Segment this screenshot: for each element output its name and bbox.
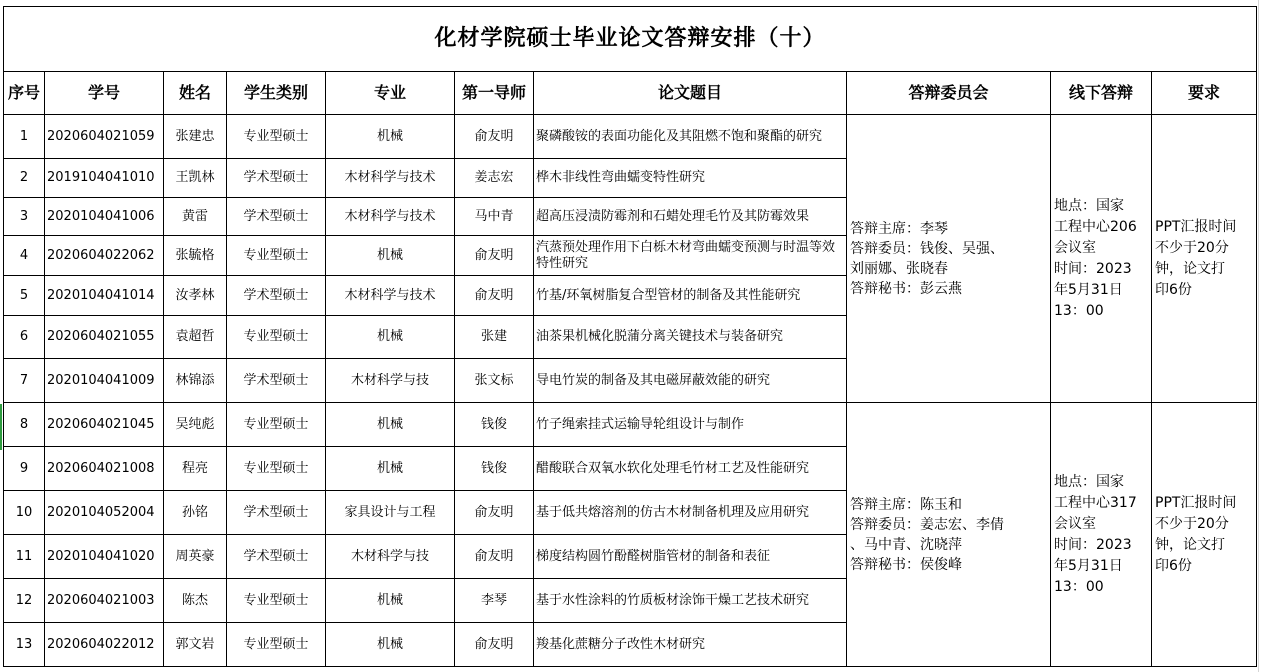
cell-requirement[interactable] (1152, 115, 1257, 403)
cell-seq[interactable]: 5 (4, 276, 45, 316)
table-body (4, 115, 1257, 667)
cell-student-type[interactable]: 学术型硕士 (227, 198, 326, 236)
cell-committee[interactable] (847, 403, 1051, 667)
cell-seq[interactable]: 6 (4, 316, 45, 359)
cell-major[interactable]: 机械 (326, 623, 455, 667)
requirement-line: 钟，论文打 (1155, 536, 1225, 553)
cell-advisor[interactable]: 钱俊 (455, 403, 534, 447)
requirement-line: 印6份 (1155, 557, 1192, 574)
offline-line: 时间：2023 (1054, 260, 1132, 277)
table-row (4, 115, 1257, 159)
cell-name[interactable]: 陈杰 (164, 579, 227, 623)
cell-name[interactable]: 张建忠 (164, 115, 227, 159)
offline-line: 年5月31日 (1054, 557, 1123, 574)
header-thesis[interactable]: 论文题目 (534, 72, 847, 115)
cell-name[interactable]: 王凯林 (164, 159, 227, 198)
active-row-marker (0, 404, 2, 450)
header-major[interactable]: 专业 (326, 72, 455, 115)
cell-thesis[interactable]: 梯度结构圆竹酚醛树脂管材的制备和表征 (534, 535, 847, 579)
cell-student-type[interactable]: 学术型硕士 (227, 535, 326, 579)
cell-name[interactable]: 黄雷 (164, 198, 227, 236)
cell-student-type[interactable]: 专业型硕士 (227, 447, 326, 491)
cell-major[interactable]: 木材科学与技 (326, 535, 455, 579)
cell-offline[interactable] (1051, 115, 1152, 403)
cell-student-id[interactable]: 2020604022012 (45, 623, 164, 667)
header-name[interactable]: 姓名 (164, 72, 227, 115)
cell-student-id[interactable]: 2020104041006 (45, 198, 164, 236)
cell-advisor[interactable]: 俞友明 (455, 535, 534, 579)
cell-student-id[interactable]: 2020104052004 (45, 491, 164, 535)
requirement-line: 不少于20分 (1155, 239, 1229, 256)
cell-major[interactable]: 木材科学与技术 (326, 159, 455, 198)
cell-student-type[interactable]: 专业型硕士 (227, 115, 326, 159)
cell-major[interactable]: 机械 (326, 115, 455, 159)
header-row (4, 72, 1257, 115)
committee-line: 答辩秘书：彭云燕 (850, 280, 962, 297)
cell-student-type[interactable]: 专业型硕士 (227, 623, 326, 667)
cell-name[interactable]: 吴纯彪 (164, 403, 227, 447)
cell-student-id[interactable]: 2019104041010 (45, 159, 164, 198)
header-offline[interactable]: 线下答辩 (1051, 72, 1152, 115)
offline-line: 会议室 (1054, 515, 1096, 532)
cell-student-type[interactable]: 专业型硕士 (227, 236, 326, 276)
cell-thesis[interactable]: 导电竹炭的制备及其电磁屏蔽效能的研究 (534, 359, 847, 403)
cell-name[interactable]: 郭文岩 (164, 623, 227, 667)
cell-major[interactable]: 木材科学与技术 (326, 276, 455, 316)
offline-line: 地点：国家 (1054, 473, 1124, 490)
cell-thesis[interactable]: 聚磷酸铵的表面功能化及其阻燃不饱和聚酯的研究 (534, 115, 847, 159)
cell-advisor[interactable]: 姜志宏 (455, 159, 534, 198)
cell-student-type[interactable]: 专业型硕士 (227, 316, 326, 359)
cell-thesis[interactable]: 超高压浸渍防霉剂和石蜡处理毛竹及其防霉效果 (534, 198, 847, 236)
cell-advisor[interactable]: 俞友明 (455, 115, 534, 159)
cell-student-type[interactable]: 学术型硕士 (227, 159, 326, 198)
committee-line: 、马中青、沈晓萍 (850, 536, 962, 553)
offline-line: 工程中心206 (1054, 218, 1137, 235)
cell-thesis[interactable]: 基于低共熔溶剂的仿古木材制备机理及应用研究 (534, 491, 847, 535)
cell-committee[interactable] (847, 115, 1051, 403)
cell-seq[interactable]: 1 (4, 115, 45, 159)
cell-student-id[interactable]: 2020104041020 (45, 535, 164, 579)
cell-name[interactable]: 林锦添 (164, 359, 227, 403)
cell-major[interactable]: 机械 (326, 316, 455, 359)
cell-thesis[interactable]: 竹子绳索挂式运输导轮组设计与制作 (534, 403, 847, 447)
requirement-line: 印6份 (1155, 281, 1192, 298)
committee-line: 答辩秘书：侯俊峰 (850, 556, 962, 573)
cell-thesis[interactable]: 桦木非线性弯曲蠕变特性研究 (534, 159, 847, 198)
cell-thesis[interactable]: 基于水性涂料的竹质板材涂饰干燥工艺技术研究 (534, 579, 847, 623)
cell-student-id[interactable]: 2020604022062 (45, 236, 164, 276)
cell-name[interactable]: 袁超哲 (164, 316, 227, 359)
cell-requirement[interactable] (1152, 403, 1257, 667)
table-row (4, 403, 1257, 447)
cell-thesis[interactable]: 羧基化蔗糖分子改性木材研究 (534, 623, 847, 667)
cell-student-id[interactable]: 2020104041014 (45, 276, 164, 316)
cell-seq[interactable]: 2 (4, 159, 45, 198)
cell-advisor[interactable]: 俞友明 (455, 276, 534, 316)
cell-offline[interactable] (1051, 403, 1152, 667)
cell-major[interactable]: 机械 (326, 447, 455, 491)
requirement-line: 不少于20分 (1155, 515, 1229, 532)
cell-advisor[interactable]: 俞友明 (455, 236, 534, 276)
cell-student-id[interactable]: 2020604021055 (45, 316, 164, 359)
schedule-table (3, 6, 1257, 667)
cell-seq[interactable]: 9 (4, 447, 45, 491)
committee-line: 答辩主席：李琴 (850, 220, 948, 237)
cell-seq[interactable]: 11 (4, 535, 45, 579)
offline-line: 时间：2023 (1054, 536, 1132, 553)
cell-thesis[interactable]: 醋酸联合双氧水软化处理毛竹材工艺及性能研究 (534, 447, 847, 491)
cell-seq[interactable]: 13 (4, 623, 45, 667)
cell-student-id[interactable]: 2020104041009 (45, 359, 164, 403)
cell-student-type[interactable]: 专业型硕士 (227, 579, 326, 623)
cell-name[interactable]: 程亮 (164, 447, 227, 491)
cell-major[interactable]: 机械 (326, 236, 455, 276)
cell-seq[interactable]: 3 (4, 198, 45, 236)
offline-line: 年5月31日 (1054, 281, 1123, 298)
offline-line: 地点：国家 (1054, 197, 1124, 214)
committee-line: 答辩委员：姜志宏、李倩 (850, 516, 1004, 533)
cell-student-id[interactable]: 2020604021003 (45, 579, 164, 623)
cell-advisor[interactable]: 张文标 (455, 359, 534, 403)
cell-advisor[interactable]: 俞友明 (455, 491, 534, 535)
offline-line: 会议室 (1054, 239, 1096, 256)
cell-name[interactable]: 孙铭 (164, 491, 227, 535)
header-advisor[interactable]: 第一导师 (455, 72, 534, 115)
cell-seq[interactable]: 8 (4, 403, 45, 447)
page-title[interactable]: 化材学院硕士毕业论文答辩安排（十） (4, 7, 1257, 72)
cell-student-id[interactable]: 2020604021059 (45, 115, 164, 159)
cell-major[interactable]: 机械 (326, 403, 455, 447)
cell-seq[interactable]: 12 (4, 579, 45, 623)
cell-thesis[interactable]: 汽蒸预处理作用下白栎木材弯曲蠕变预测与时温等效特性研究 (534, 236, 847, 276)
cell-advisor[interactable]: 钱俊 (455, 447, 534, 491)
committee-line: 刘丽娜、张晓春 (850, 260, 948, 277)
requirement-line: 钟，论文打 (1155, 260, 1225, 277)
cell-student-type[interactable]: 专业型硕士 (227, 403, 326, 447)
cell-major[interactable]: 木材科学与技 (326, 359, 455, 403)
cell-advisor[interactable]: 马中青 (455, 198, 534, 236)
cell-seq[interactable]: 10 (4, 491, 45, 535)
cell-student-id[interactable]: 2020604021045 (45, 403, 164, 447)
committee-line: 答辩委员：钱俊、吴强、 (850, 240, 1004, 257)
cell-advisor[interactable]: 俞友明 (455, 623, 534, 667)
header-committee[interactable]: 答辩委员会 (847, 72, 1051, 115)
cell-seq[interactable]: 7 (4, 359, 45, 403)
cell-name[interactable]: 张毓格 (164, 236, 227, 276)
header-student-id[interactable]: 学号 (45, 72, 164, 115)
cell-student-id[interactable]: 2020604021008 (45, 447, 164, 491)
cell-major[interactable]: 机械 (326, 579, 455, 623)
offline-line: 工程中心317 (1054, 494, 1137, 511)
requirement-line: PPT汇报时间 (1155, 218, 1237, 235)
cell-advisor[interactable]: 李琴 (455, 579, 534, 623)
offline-line: 13：00 (1054, 302, 1104, 319)
cell-student-type[interactable]: 学术型硕士 (227, 491, 326, 535)
cell-advisor[interactable]: 张建 (455, 316, 534, 359)
cell-student-type[interactable]: 学术型硕士 (227, 359, 326, 403)
header-seq[interactable]: 序号 (4, 72, 45, 115)
requirement-line: PPT汇报时间 (1155, 494, 1237, 511)
cell-seq[interactable]: 4 (4, 236, 45, 276)
committee-line: 答辩主席：陈玉和 (850, 496, 962, 513)
header-student-type[interactable]: 学生类别 (227, 72, 326, 115)
header-requirement[interactable]: 要求 (1152, 72, 1257, 115)
cell-student-type[interactable]: 学术型硕士 (227, 276, 326, 316)
cell-thesis[interactable]: 竹基/环氧树脂复合型管材的制备及其性能研究 (534, 276, 847, 316)
cell-major[interactable]: 木材科学与技术 (326, 198, 455, 236)
offline-line: 13：00 (1054, 578, 1104, 595)
cell-name[interactable]: 汝孝林 (164, 276, 227, 316)
cell-name[interactable]: 周英豪 (164, 535, 227, 579)
cell-thesis[interactable]: 油茶果机械化脱蒲分离关键技术与装备研究 (534, 316, 847, 359)
cell-major[interactable]: 家具设计与工程 (326, 491, 455, 535)
